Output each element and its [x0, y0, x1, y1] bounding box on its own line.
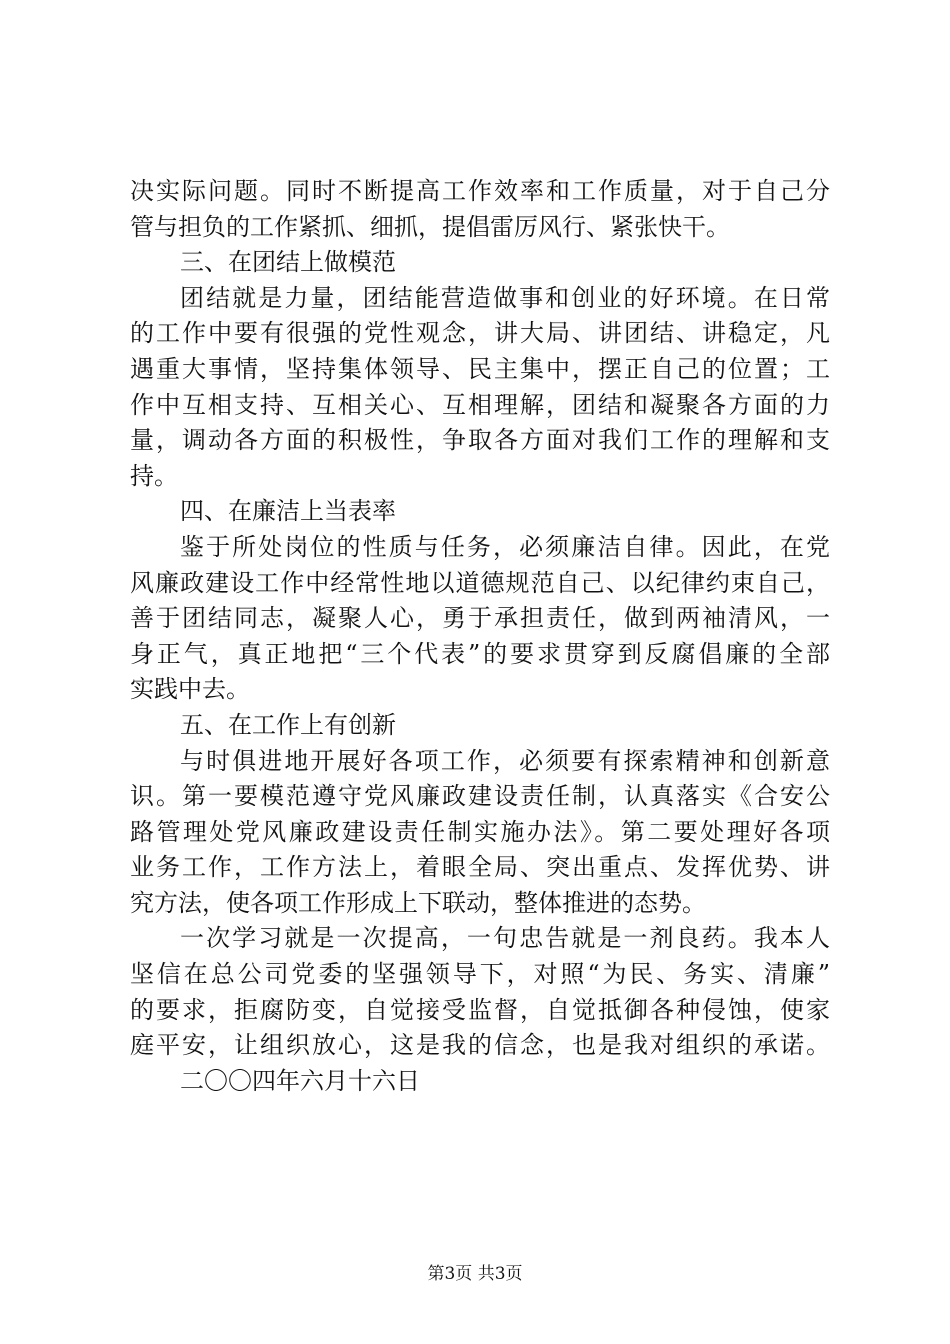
- body-line: 团结就是力量，团结能营造做事和创业的好环境。在日常: [180, 283, 830, 312]
- section-heading: 三、在团结上做模范: [180, 248, 396, 277]
- body-line: 量，调动各方面的积极性，争取各方面对我们工作的理解和支: [130, 426, 830, 455]
- section-heading: 四、在廉洁上当表率: [180, 497, 396, 526]
- body-line: 一次学习就是一次提高，一句忠告就是一剂良药。我本人: [180, 924, 830, 953]
- body-line: 作中互相支持、互相关心、互相理解，团结和凝聚各方面的力: [130, 390, 830, 419]
- body-line: 风廉政建设工作中经常性地以道德规范自己、以纪律约束自己，: [130, 568, 830, 597]
- body-line: 的要求，拒腐防变，自觉接受监督，自觉抵御各种侵蚀，使家: [130, 995, 830, 1024]
- body-line: 庭平安，让组织放心，这是我的信念，也是我对组织的承诺。: [130, 1031, 830, 1060]
- body-line: 善于团结同志，凝聚人心，勇于承担责任，做到两袖清风，一: [130, 604, 830, 633]
- body-line: 识。第一要模范遵守党风廉政建设责任制，认真落实《合安公: [130, 782, 830, 811]
- body-line: 业务工作，工作方法上，着眼全局、突出重点、发挥优势、讲: [130, 853, 830, 882]
- body-line: 鉴于所处岗位的性质与任务，必须廉洁自律。因此，在党: [180, 532, 830, 561]
- body-line: 坚信在总公司党委的坚强领导下，对照“为民、务实、清廉”: [130, 960, 830, 989]
- body-line: 决实际问题。同时不断提高工作效率和工作质量，对于自己分: [130, 177, 830, 205]
- body-line: 与时俱进地开展好各项工作，必须要有探索精神和创新意: [180, 746, 830, 775]
- body-line: 身正气，真正地把“三个代表”的要求贯穿到反腐倡廉的全部: [130, 639, 830, 668]
- body-line: 路管理处党风廉政建设责任制实施办法》。第二要处理好各项: [130, 817, 830, 846]
- body-line: 遇重大事情，坚持集体领导、民主集中，摆正自己的位置；工: [130, 354, 830, 383]
- body-line: 究方法，使各项工作形成上下联动，整体推进的态势。: [130, 888, 706, 917]
- body-line: 持。: [130, 461, 178, 490]
- section-heading: 五、在工作上有创新: [180, 710, 396, 739]
- document-date: 二〇〇四年六月十六日: [180, 1066, 420, 1095]
- page-number-footer: 第3页 共3页: [427, 1264, 523, 1284]
- body-line: 实践中去。: [130, 675, 250, 704]
- body-line: 的工作中要有很强的党性观念，讲大局、讲团结、讲稳定，凡: [130, 319, 830, 348]
- document-body: [130, 174, 830, 1099]
- body-line: 管与担负的工作紧抓、细抓，提倡雷厉风行、紧张快干。: [130, 212, 730, 241]
